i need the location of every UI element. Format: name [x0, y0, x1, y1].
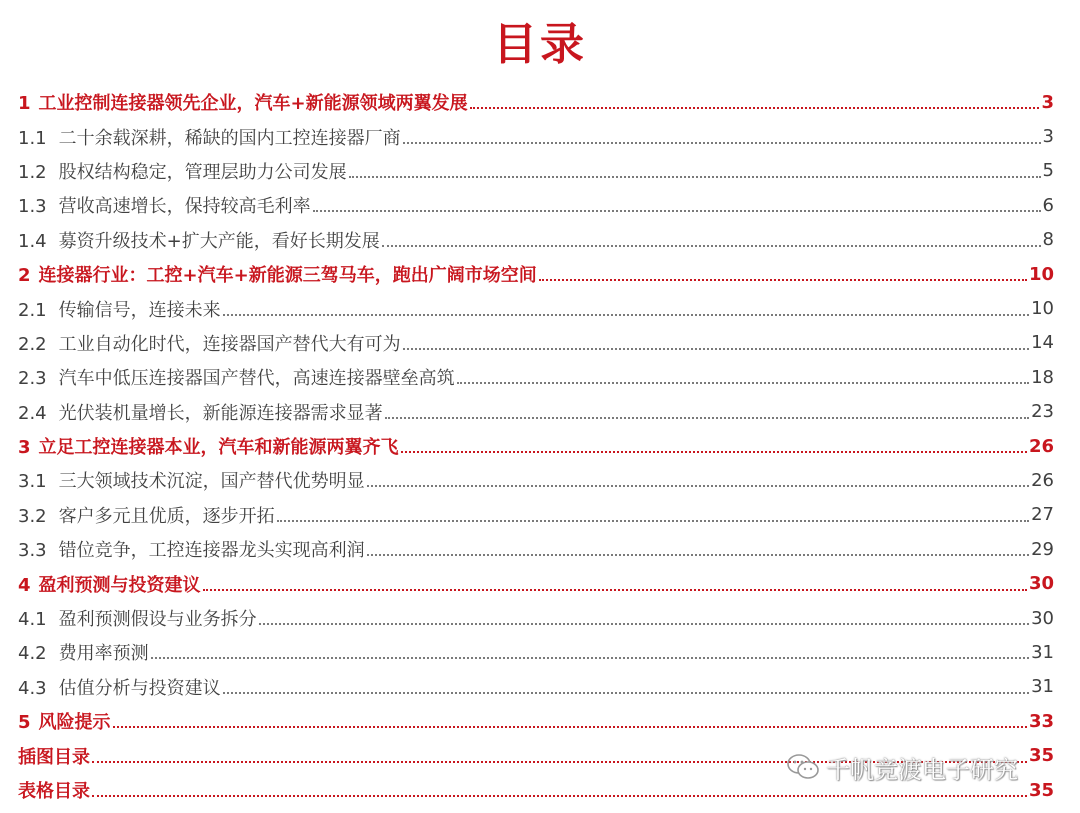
toc-entry-label: [18, 502, 275, 528]
toc-page-number: 30: [1031, 607, 1054, 629]
toc-entry-label: [18, 89, 468, 115]
toc-entry-label: [18, 571, 201, 597]
toc-entry-number: 2.2: [18, 333, 47, 355]
toc-entry-label: [18, 708, 111, 734]
dot-leader: [382, 245, 1041, 247]
toc-page-number: 26: [1028, 435, 1054, 457]
toc-page-number: 6: [1042, 194, 1054, 216]
toc-section-row[interactable]: [18, 532, 1054, 566]
toc-entry-text: 错位竞争，工控连接器龙头实现高利润: [58, 540, 365, 562]
toc-entry-text: 连接器行业：工控+汽车+新能源三驾马车，跑出广阔市场空间: [38, 265, 537, 287]
dot-leader: [277, 520, 1029, 522]
toc-section-row[interactable]: [18, 223, 1054, 257]
toc-chapter-row[interactable]: [18, 429, 1054, 463]
toc-page-number: 33: [1028, 710, 1054, 732]
toc-entry-number: 2: [18, 265, 31, 287]
toc-entry-text: 插图目录: [18, 746, 90, 768]
toc-entry-label: [18, 605, 257, 631]
table-of-contents: [18, 85, 1054, 807]
toc-entry-text: 工业自动化时代，连接器国产替代大有可为: [58, 333, 401, 355]
page-title: 目录: [493, 19, 587, 70]
toc-section-row[interactable]: [18, 360, 1054, 394]
dot-leader: [367, 554, 1029, 556]
dot-leader: [349, 176, 1041, 178]
dot-leader: [470, 107, 1040, 109]
toc-page-number: 5: [1042, 160, 1054, 182]
toc-entry-number: 3.1: [18, 471, 47, 493]
toc-entry-text: 募资升级技术+扩大产能，看好长期发展: [58, 230, 380, 252]
toc-entry-text: 盈利预测与投资建议: [38, 574, 201, 596]
toc-entry-number: 1.2: [18, 161, 47, 183]
dot-leader: [223, 692, 1029, 694]
toc-chapter-row[interactable]: [18, 85, 1054, 119]
toc-section-row[interactable]: [18, 326, 1054, 360]
toc-entry-label: [18, 467, 365, 493]
toc-entry-number: 5: [18, 712, 31, 734]
toc-entry-text: 立足工控连接器本业，汽车和新能源两翼齐飞: [38, 437, 399, 459]
toc-entry-label: [18, 399, 383, 425]
toc-section-row[interactable]: [18, 188, 1054, 222]
toc-entry-number: 4.2: [18, 643, 47, 665]
dot-leader: [401, 451, 1027, 453]
toc-entry-text: 客户多元且优质，逐步开拓: [58, 505, 275, 527]
toc-entry-label: [18, 192, 311, 218]
toc-entry-number: 1.4: [18, 230, 47, 252]
dot-leader: [313, 210, 1041, 212]
toc-page-number: 3: [1042, 126, 1054, 148]
toc-section-row[interactable]: [18, 601, 1054, 635]
toc-page-number: 10: [1028, 263, 1054, 285]
toc-entry-number: 4: [18, 574, 31, 596]
toc-entry-label: [18, 227, 380, 253]
toc-entry-number: 1.3: [18, 196, 47, 218]
toc-entry-text: 二十余载深耕，稀缺的国内工控连接器厂商: [58, 127, 401, 149]
toc-section-row[interactable]: [18, 635, 1054, 669]
toc-page-number: 23: [1031, 401, 1054, 423]
toc-chapter-row[interactable]: [18, 566, 1054, 600]
toc-entry-text: 光伏装机量增长，新能源连接器需求显著: [58, 402, 383, 424]
toc-entry-label: [18, 158, 347, 184]
toc-page-number: 30: [1028, 573, 1054, 595]
dot-leader: [223, 314, 1029, 316]
wechat-icon: [786, 753, 820, 781]
dot-leader: [92, 795, 1027, 797]
toc-entry-text: 估值分析与投资建议: [58, 677, 221, 699]
toc-entry-text: 传输信号，连接未来: [58, 299, 221, 321]
toc-page-number: 10: [1031, 298, 1054, 320]
dot-leader: [151, 657, 1029, 659]
dot-leader: [457, 382, 1029, 384]
toc-entry-text: 风险提示: [38, 712, 111, 734]
toc-entry-number: 3: [18, 437, 31, 459]
watermark: [786, 752, 1018, 782]
toc-entry-label: [18, 674, 221, 700]
toc-page-number: 8: [1042, 229, 1054, 251]
toc-section-row[interactable]: [18, 395, 1054, 429]
toc-page-number: 14: [1031, 332, 1054, 354]
dot-leader: [259, 623, 1029, 625]
toc-section-row[interactable]: [18, 291, 1054, 325]
toc-page-number: 18: [1031, 366, 1054, 388]
dot-leader: [113, 726, 1027, 728]
toc-entry-number: 2.3: [18, 368, 47, 390]
toc-page-number: 31: [1031, 676, 1054, 698]
toc-page-number: 27: [1031, 504, 1054, 526]
dot-leader: [403, 142, 1041, 144]
dot-leader: [539, 279, 1027, 281]
dot-leader: [403, 348, 1029, 350]
toc-entry-label: [18, 296, 221, 322]
toc-chapter-row[interactable]: [18, 257, 1054, 291]
toc-entry-number: 3.2: [18, 505, 47, 527]
toc-section-row[interactable]: [18, 154, 1054, 188]
toc-entry-text: 盈利预测假设与业务拆分: [58, 609, 257, 631]
toc-entry-number: 3.3: [18, 540, 47, 562]
toc-page-number: 3: [1041, 91, 1054, 113]
toc-entry-text: 股权结构稳定，管理层助力公司发展: [58, 161, 347, 183]
toc-entry-text: 表格目录: [18, 781, 90, 802]
toc-entry-label: [18, 124, 401, 150]
toc-entry-label: [18, 639, 149, 665]
toc-section-row[interactable]: [18, 119, 1054, 153]
toc-entry-label: [18, 743, 90, 769]
watermark-text: 千帆竞渡电子研究: [826, 755, 1018, 784]
dot-leader: [203, 589, 1027, 591]
toc-page-number: 35: [1028, 779, 1054, 801]
toc-entry-number: 1: [18, 93, 31, 115]
toc-entry-label: [18, 330, 401, 356]
toc-entry-label: [18, 261, 537, 287]
toc-entry-label: [18, 536, 365, 562]
toc-entry-number: 1.1: [18, 127, 47, 149]
toc-entry-number: 2.1: [18, 299, 47, 321]
toc-entry-label: [18, 433, 399, 459]
toc-page-number: 31: [1031, 641, 1054, 663]
dot-leader: [385, 417, 1029, 419]
toc-entry-text: 工业控制连接器领先企业，汽车+新能源领域两翼发展: [38, 93, 468, 115]
toc-entry-number: 4.3: [18, 677, 47, 699]
toc-entry-text: 营收高速增长，保持较高毛利率: [58, 196, 311, 218]
toc-entry-number: 2.4: [18, 402, 47, 424]
toc-entry-label: [18, 777, 90, 803]
toc-page-number: 26: [1031, 469, 1054, 491]
toc-page-number: 29: [1031, 538, 1054, 560]
toc-section-row[interactable]: [18, 498, 1054, 532]
toc-page-number: 35: [1028, 745, 1054, 767]
toc-entry-text: 费用率预测: [58, 643, 149, 665]
toc-section-row[interactable]: [18, 670, 1054, 704]
toc-entry-text: 汽车中低压连接器国产替代，高速连接器壁垒高筑: [58, 368, 455, 390]
toc-entry-text: 三大领域技术沉淀，国产替代优势明显: [58, 471, 365, 493]
toc-entry-number: 4.1: [18, 609, 47, 631]
dot-leader: [367, 485, 1029, 487]
toc-section-row[interactable]: [18, 463, 1054, 497]
toc-entry-label: [18, 364, 455, 390]
toc-chapter-row[interactable]: [18, 704, 1054, 738]
